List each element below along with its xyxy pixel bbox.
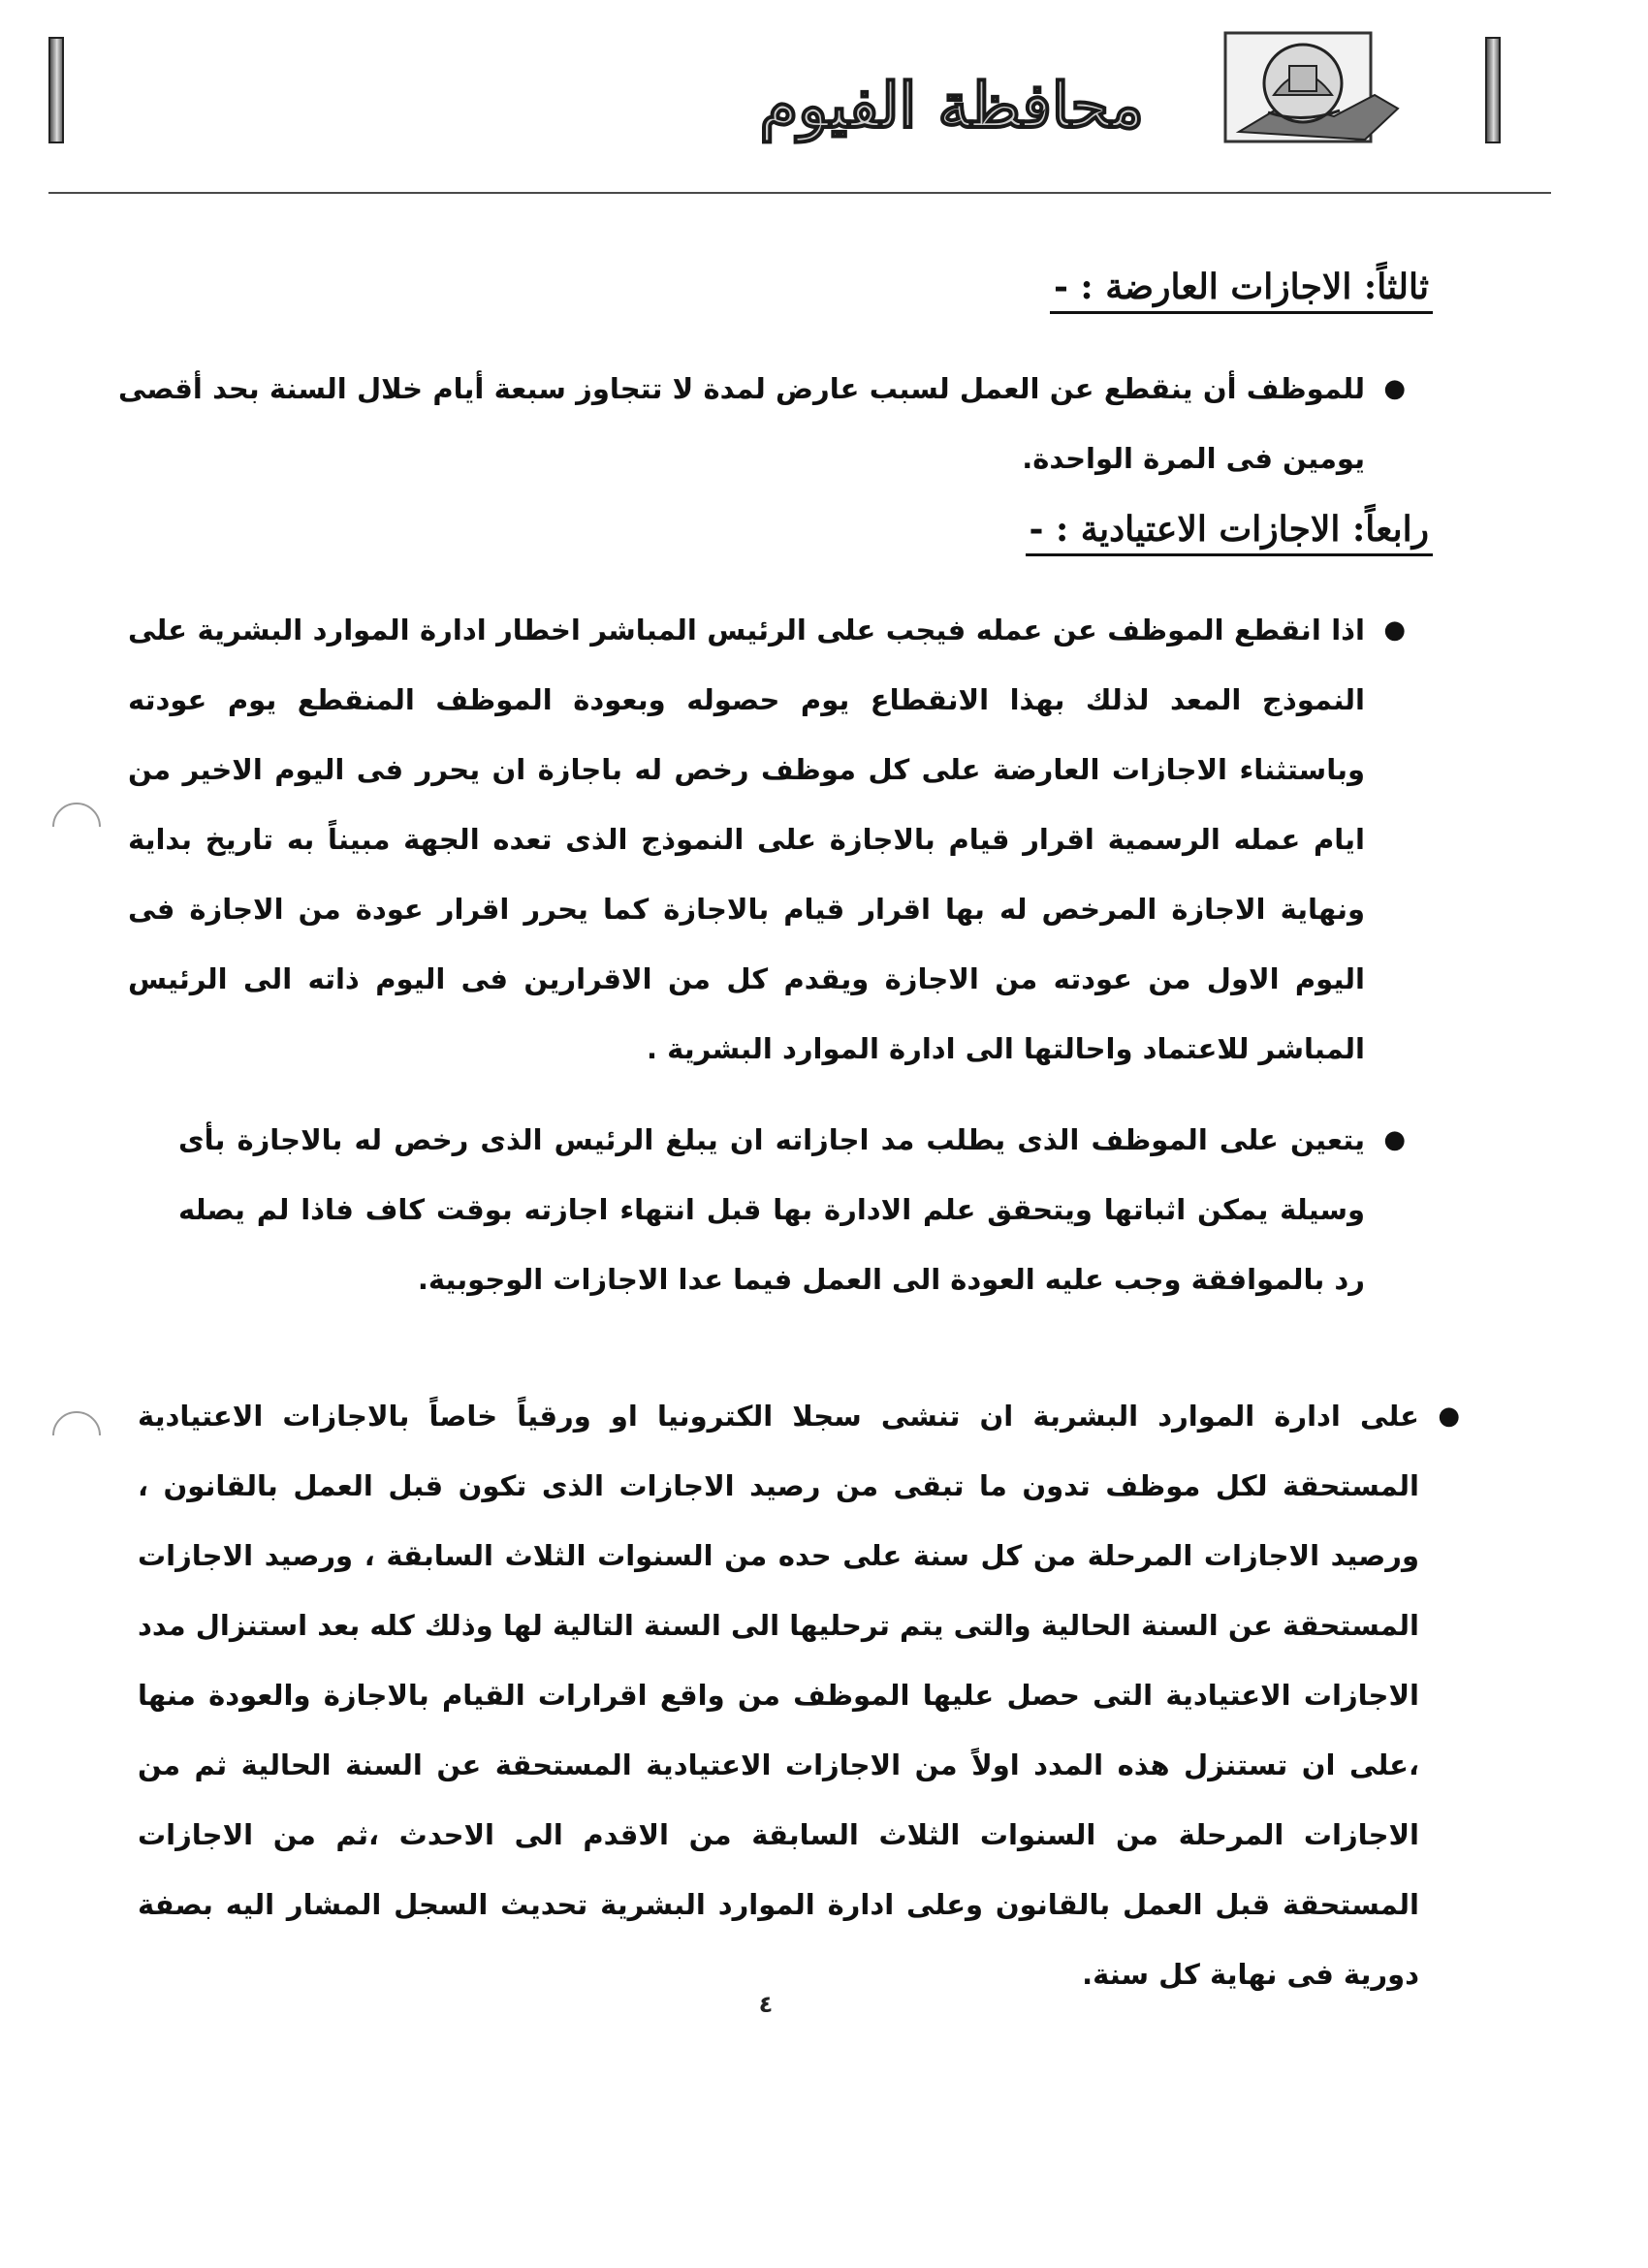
page-header-title: محافظة الفيوم [759, 70, 1144, 142]
page-number: ٤ [758, 1991, 774, 2018]
punch-hole-mark [52, 803, 101, 851]
left-margin-bar [48, 37, 64, 143]
list-item-text: للموظف أن ينقطع عن العمل لسبب عارض لمدة لا تتجاوز سبعة أيام خلال السنة بحد أقصى يومين فى المرة الواحدة. [118, 372, 1365, 475]
list-item [118, 354, 1406, 493]
section-heading-regular-leave: رابعاً: الاجازات الاعتيادية : - [1026, 509, 1434, 556]
list-item [138, 1381, 1460, 2009]
list-item-text: يتعين على الموظف الذى يطلب مد اجازاته ان يبلغ الرئيس الذى رخص له بالاجازة بأى وسيلة يمكن اثباتها ويتحقق علم الادارة بها قبل انتهاء اجازته بوقت كاف فاذا لم يصله رد بالموافقة وجب عليه العودة الى العمل فيما عدا الاجازات الوجوبية. [178, 1123, 1365, 1296]
section-heading-casual-leave: ثالثاً: الاجازات العارضة : - [1050, 267, 1433, 314]
list-item-text: على ادارة الموارد البشربة ان تنشى سجلا الكترونيا او ورقياً خاصاً بالاجازات الاعتيادية المستحقة لكل موظف تدون ما تبقى من رصيد الاجازات الذى تكون قبل العمل بالقانون ، ورصيد الاجازات المرحلة من كل سنة على حده من السنوات الثلاث السابقة ، ورصيد الاجازات المستحقة عن السنة الحالية والتى يتم ترحليها الى السنة التالية لها وذلك كله بعد استنزال مدد الاجازات [138, 1400, 1419, 1712]
bullet-icon: ● [1383, 615, 1406, 645]
header-divider [48, 192, 1551, 194]
bullet-icon: ● [1383, 1125, 1406, 1154]
punch-hole-mark [52, 1411, 101, 1460]
list-item-text: اذا انقطع الموظف عن عمله فيجب على الرئيس المباشر اخطار ادارة الموارد البشرية على النموذج المعد لذلك بهذا الانقطاع يوم حصوله وبعودة الموظف المنقطع يوم عودته وباستثناء الاجازات العارضة على كل موظف رخص له باجازة ان يحرر فى اليوم الاخير من ايام عمله الرسمية اقرار قيام بالاجازة على النموذج الذى تعده الجهة مبيناً به تاريخ بداية ونهاية الاجازة المرخص له بها اقرار قيام بالاجازة كما يحرر اقرار عودة من الاجازة فى اليوم الاول من عودته من الاجازة ويقدم كل من الاقرارين فى اليوم ذاته الى الرئيس المباشر للاعتماد واحالتها الى ادارة الموارد البشرية . [128, 614, 1365, 1065]
list-item [178, 1105, 1406, 1314]
list-item [128, 595, 1406, 1084]
governorate-logo-icon [1220, 27, 1404, 151]
right-margin-bar [1485, 37, 1501, 143]
list-item-continuation: الاعتيادية التى حصل عليها الموظف من واقع اقرارات القيام بالاجازة والعودة منها ،على ان تستنزل هذه المدد اولاً من الاجازات الاعتيادية المستحقة عن السنة الحالية ثم من الاجازات المرحلة من السنوات الثلاث السابقة من الاقدم الى الاحدث ،ثم من الاجازات المستحقة قبل العمل بالقانون وعلى ادارة الموارد البشرية تحديث السجل المشار اليه بصفة دورية فى نهاية كل سنة. [138, 1679, 1419, 1991]
bullet-icon: ● [1383, 374, 1406, 403]
bullet-icon: ● [1438, 1402, 1460, 1431]
